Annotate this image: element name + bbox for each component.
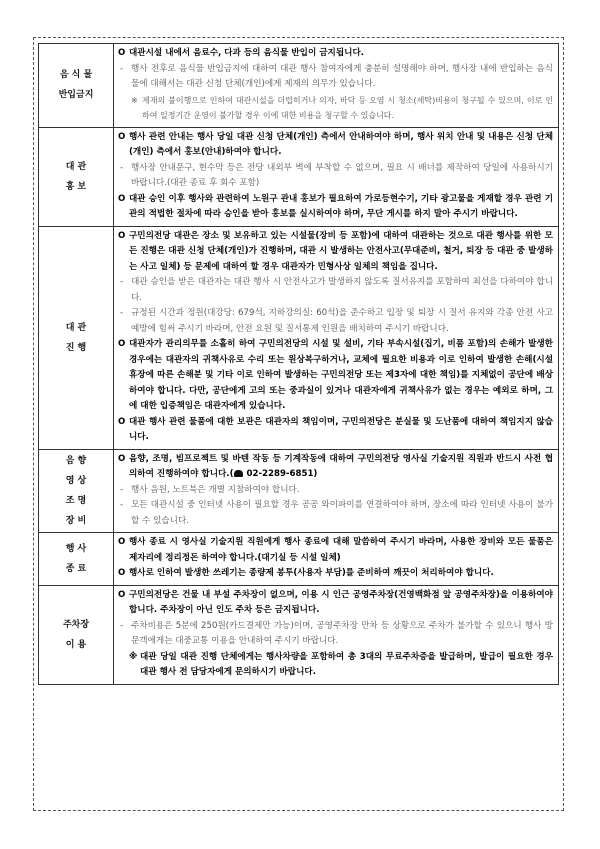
section-content-cell (114, 533, 559, 586)
section-label: 주차장 이 용 (62, 619, 90, 650)
sub-line (120, 161, 553, 192)
line-text: 제재의 불이행으로 인하여 대관시설을 더럽히거나 의자, 바닥 등 오염 시 청소(세탁)비용이 청구될 수 있으며, 이로 인하여 일정기간 운영이 불가할 경우 이에 대한 비용을 청구할 수 있습니다. (142, 95, 553, 120)
line-text: 대관 승인 이후 행사와 관련하여 노원구 관내 홍보가 필요하여 가로등현수기, 기타 광고물을 게재할 경우 관련 기관의 적법한 절차에 따라 승인을 받아 홍보를 실시하여야 하며, 무단 게시를 하지 말아 주시기 바랍니다. (129, 193, 553, 219)
line-text: 대관 승인을 받은 대관자는 대관 행사 시 안전사고가 발생하지 않도록 질서유지를 포함하여 최선을 다하여야 합니다. (131, 277, 553, 303)
sub-line (120, 498, 553, 529)
section-label-cell (39, 226, 114, 449)
main-line (118, 229, 553, 276)
line-text: 구민의전당은 건물 내 부설 주차장이 없으며, 이용 시 인근 공영주차장(건영백화점 앞 공영주차장)을 이용하여야 합니다. 주차장이 아닌 인도 주차 등은 금지됩니다. (129, 589, 553, 615)
main-marker: O (118, 416, 126, 427)
main-line (118, 192, 553, 223)
line-text: 대관시설 내에서 음료수, 다과 등의 음식물 반입이 금지됩니다. (129, 48, 365, 58)
main-line (118, 46, 553, 62)
sub-marker: - (120, 63, 124, 74)
section-label-cell (39, 449, 114, 533)
sub-line (120, 483, 553, 499)
main-line (118, 566, 553, 582)
section-content-cell (114, 127, 559, 226)
sub-line (120, 306, 553, 337)
main-line (118, 415, 553, 446)
star-marker: ※ (129, 651, 138, 662)
sub-marker: - (120, 162, 124, 173)
main-line (118, 130, 553, 161)
line-text: 주차비용은 5분에 250원(카드결제만 가능)이며, 공영주차장 만차 등 상황으로 주차가 불가할 수 있으니 행사 방문객에게는 대중교통 이용을 안내하여 주시기 바랍니다. (131, 620, 553, 646)
section-row (39, 226, 559, 449)
line-text: 모든 대관시설 중 인터넷 사용이 필요할 경우 공공 와이파이를 연결하여야 하며, 장소에 따라 인터넷 사용이 불가할 수 있습니다. (131, 500, 553, 526)
main-marker: O (118, 339, 126, 349)
phone-icon (234, 470, 243, 477)
line-text: 음향, 조명, 빔프로젝트 및 바텐 작동 등 기계작동에 대하여 구민의전당 영사실 기술지원 직원과 반드시 사전 협의하여 진행하여야 합니다.( (129, 453, 553, 479)
section-content-cell (114, 44, 559, 128)
line-text: 행사 음원, 노트북은 개별 지참하여야 합니다. (131, 484, 300, 495)
main-marker: O (118, 193, 126, 204)
section-label-cell (39, 127, 114, 226)
section-label-cell (39, 44, 114, 128)
section-label: 행 사 종 료 (65, 543, 87, 574)
line-text: 대관자가 관리의무를 소홀히 하여 구민의전당의 시설 및 설비, 기타 부속시설(집기, 비품 포함)의 손해가 발생한 경우에는 대관자의 귀책사유로 수리 또는 원상복구하거나, 교체에 필요한 비용과 이로 인하여 발생한 손해(시설 휴장에 따른 손해분 및 기타 이로 인하여 발생하는 구민의전당 또는 제3자에 대한 책임)를 지체없이 공단에 배상하여야 합니다. 다만, 공단에게 고의 또는 중과실이 있거나 대관자에게 귀책사유가 없는 경우는 예외로 하며, 그에 대한 입증책임은 대관자에게 있습니다. (129, 339, 553, 411)
star-line (120, 650, 553, 681)
line-text: 규정된 시간과 정원(대강당: 679석, 지하강의실: 60석)을 준수하고 입장 및 퇴장 시 질서 유지와 각종 안전 사고 예방에 힘써 주시기 바라며, 안전 요원 및 질서통제 인원을 배치하여 주시기 바랍니다. (131, 308, 553, 334)
main-line (118, 588, 553, 619)
main-marker: O (118, 230, 126, 241)
note-marker: ※ (131, 95, 138, 105)
main-marker: O (118, 131, 126, 142)
section-label: 음 향 영 상 조 명 장 비 (65, 455, 87, 526)
section-row (39, 585, 559, 684)
line-text: 대관 행사 관련 물품에 대한 보관은 대관자의 책임이며, 구민의전당은 분실물 및 도난품에 대하여 책임지지 않습니다. (129, 416, 553, 442)
main-line (118, 337, 553, 415)
section-row (39, 127, 559, 226)
main-marker: O (118, 568, 126, 578)
sub-marker: - (120, 277, 124, 287)
line-text: 행사 종료 시 영사실 기술지원 직원에게 행사 종료에 대해 말씀하여 주시기 바라며, 사용한 장비와 모든 물품은 제자리에 정리정돈 하여야 합니다.(대기실 등 시설 일체) (129, 537, 553, 563)
sub-line (120, 275, 553, 306)
sub-marker: - (120, 484, 124, 495)
line-text: 행사 관련 안내는 행사 당일 대관 신청 단체(개인) 측에서 안내하여야 하며, 행사 위치 안내 및 내용은 신청 단체(개인) 측에서 홍보(안내)하여야 합니다. (129, 131, 553, 157)
main-line (118, 452, 553, 483)
sub-marker: - (120, 500, 124, 510)
section-content-cell (114, 449, 559, 533)
sub-marker: - (120, 308, 124, 318)
section-row (39, 44, 559, 128)
line-text: 구민의전당 대관은 장소 및 보유하고 있는 시설물(장비 등 포함)에 대하여 대관하는 것으로 대관 행사를 위한 모든 진행은 대관 신청 단체(개인)가 진행하며, 대관 시 발생하는 안전사고(무대준비, 철거, 퇴장 등 대관 중 발생하는 사고 일체) 등 문제에 대하여 할 경우 대관자가 민형사상 일체의 책임을 집니다. (129, 230, 553, 272)
section-row (39, 533, 559, 586)
rules-table (38, 43, 559, 685)
line-text: 대관 당일 대관 진행 단체에게는 행사차량을 포함하여 총 3대의 무료주차증을 발급하며, 발급이 필요한 경우 대관 행사 전 담당자에게 문의하시기 바랍니다. (140, 651, 553, 677)
section-label: 음 식 물 반입금지 (58, 70, 94, 101)
section-content-cell (114, 585, 559, 684)
rules-table-body (39, 44, 559, 685)
section-label-cell (39, 533, 114, 586)
section-label: 대 관 홍 보 (65, 161, 87, 192)
phone-number: 02-2289-6851) (243, 469, 318, 479)
sub-marker: - (120, 620, 124, 631)
main-line (118, 535, 553, 566)
section-label-cell (39, 585, 114, 684)
main-marker: O (118, 537, 126, 547)
main-marker: O (118, 48, 126, 58)
section-label: 대 관 진 행 (65, 322, 87, 353)
section-row (39, 449, 559, 533)
line-text: 행사장 안내문구, 현수막 등은 전당 내외부 벽에 부착할 수 없으며, 필요 시 배너를 제작하여 당일에 사용하시기 바랍니다.(대관 종료 후 회수 포함) (131, 162, 553, 188)
sub-line (120, 62, 553, 93)
main-marker: O (118, 589, 126, 600)
sub-line (120, 619, 553, 650)
line-text: 행사 전후로 음식물 반입금지에 대하여 대관 행사 참여자에게 충분히 설명해야 하며, 행사장 내에 반입하는 음식물에 대해서는 대관 신청 단체(개인)에게 제재의 의무가 있습니다. (131, 63, 553, 89)
line-text: 행사로 인하여 발생한 쓰레기는 종량제 봉투(사용자 부담)를 준비하여 깨끗이 처리하여야 합니다. (129, 568, 494, 578)
section-content-cell (114, 226, 559, 449)
note-line (118, 93, 553, 124)
main-marker: O (118, 453, 126, 464)
